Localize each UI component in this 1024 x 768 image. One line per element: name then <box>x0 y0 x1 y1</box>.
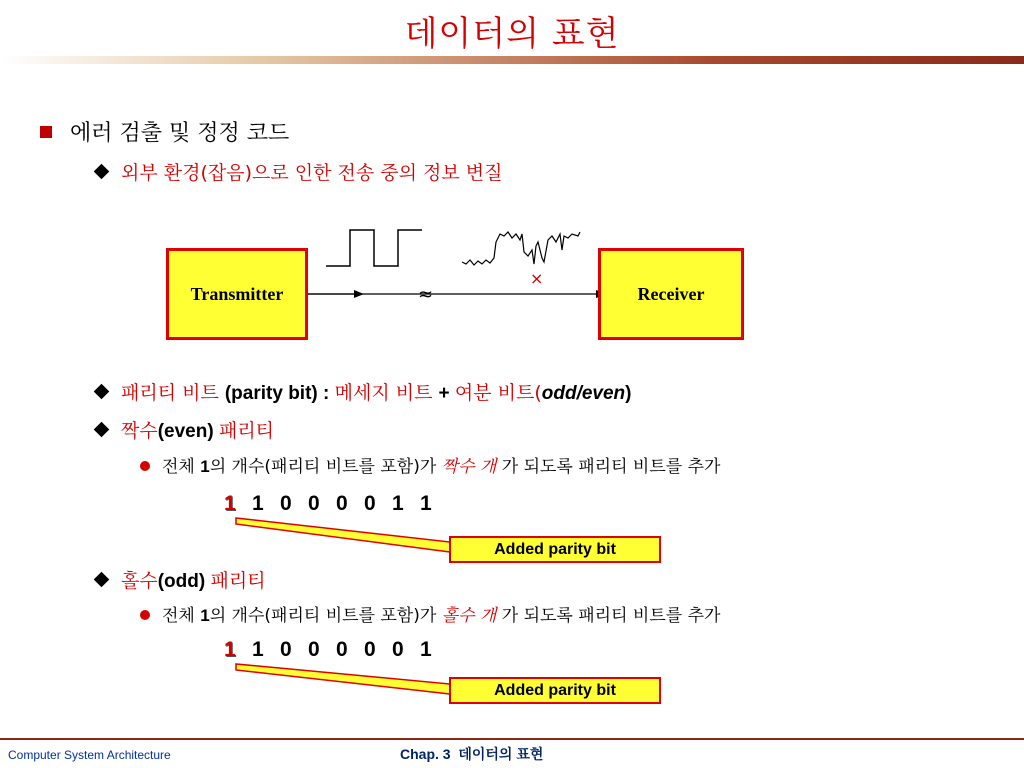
odd-callout-label: Added parity bit <box>494 681 616 699</box>
data-bit: 1 <box>420 492 432 515</box>
odd-bit-sequence <box>224 638 448 662</box>
footer-course: Computer System Architecture <box>8 748 171 762</box>
section-heading-text: 에러 검출 및 정정 코드 <box>70 121 290 146</box>
data-bit: 1 <box>420 638 432 661</box>
circle-bullet-icon <box>140 610 150 620</box>
parity-intro-plus: + <box>438 383 455 404</box>
parity-intro-tail: 여분 비트( <box>454 382 542 404</box>
data-bit: 1 <box>392 492 404 515</box>
odd-desc-pre: 전체 <box>162 606 201 626</box>
bullet-odd-parity <box>92 566 266 593</box>
even-heading-bold: (even) <box>157 421 219 442</box>
data-bit: 1 <box>252 638 264 661</box>
even-desc-mid: 의 개수(패리티 비트를 포함)가 <box>209 457 442 477</box>
odd-heading-pre: 홀수 <box>121 570 158 592</box>
noise-mark: ≈ <box>418 284 434 305</box>
footer-chapter-number: Chap. 3 <box>400 746 451 762</box>
footer-chapter-title: 데이터의 표현 <box>458 746 544 762</box>
error-mark: × <box>530 269 544 288</box>
data-bit: 0 <box>280 492 292 515</box>
even-desc-highlight: 짝수 개 <box>441 457 497 477</box>
data-bit: 0 <box>280 638 292 661</box>
even-heading-pre: 짝수 <box>121 420 158 442</box>
odd-desc-one: 1 <box>200 606 210 625</box>
odd-heading-post: 패리티 <box>210 570 266 592</box>
parity-intro-bold: (parity bit) : <box>224 383 335 404</box>
footer-chapter <box>400 744 543 764</box>
parity-intro-mid: 메세지 비트 <box>334 382 439 404</box>
odd-parity-callout <box>449 677 661 704</box>
odd-desc-highlight: 홀수 개 <box>441 606 497 626</box>
even-callout-pointer <box>236 518 450 552</box>
data-bit: 1 <box>252 492 264 515</box>
parity-intro-text: 패리티 비트 <box>121 382 225 404</box>
diamond-bullet-icon <box>94 572 110 588</box>
footer-divider <box>0 738 1024 740</box>
parity-intro-close: ) <box>625 383 632 404</box>
even-desc-post: 가 되도록 패리티 비트를 추가 <box>496 457 721 477</box>
data-bit: 0 <box>308 492 320 515</box>
even-parity-callout <box>449 536 661 563</box>
data-bit: 0 <box>336 638 348 661</box>
even-desc-pre: 전체 <box>162 457 201 477</box>
odd-description <box>140 601 720 626</box>
even-callout-label: Added parity bit <box>494 540 616 558</box>
receiver-label: Receiver <box>637 283 705 304</box>
parity-intro-italic: odd/even <box>541 383 626 404</box>
odd-callout-pointer <box>236 664 450 694</box>
data-bit: 0 <box>336 492 348 515</box>
even-heading-post: 패리티 <box>218 420 275 442</box>
data-bit: 0 <box>308 638 320 661</box>
data-bit: 0 <box>364 492 376 515</box>
odd-desc-mid: 의 개수(패리티 비트를 포함)가 <box>209 606 442 626</box>
noise-text: 외부 환경(잡음)으로 인한 전송 중의 정보 변질 <box>121 162 503 184</box>
parity-bit: 1 <box>224 492 236 515</box>
page-title: 데이터의 표현 <box>404 14 620 54</box>
transmitter-label: Transmitter <box>190 283 284 304</box>
odd-heading-bold: (odd) <box>157 571 211 592</box>
parity-bit: 1 <box>224 638 236 661</box>
data-bit: 0 <box>392 638 404 661</box>
odd-desc-post: 가 되도록 패리티 비트를 추가 <box>496 606 721 626</box>
data-bit: 0 <box>364 638 376 661</box>
even-desc-one: 1 <box>200 457 210 476</box>
